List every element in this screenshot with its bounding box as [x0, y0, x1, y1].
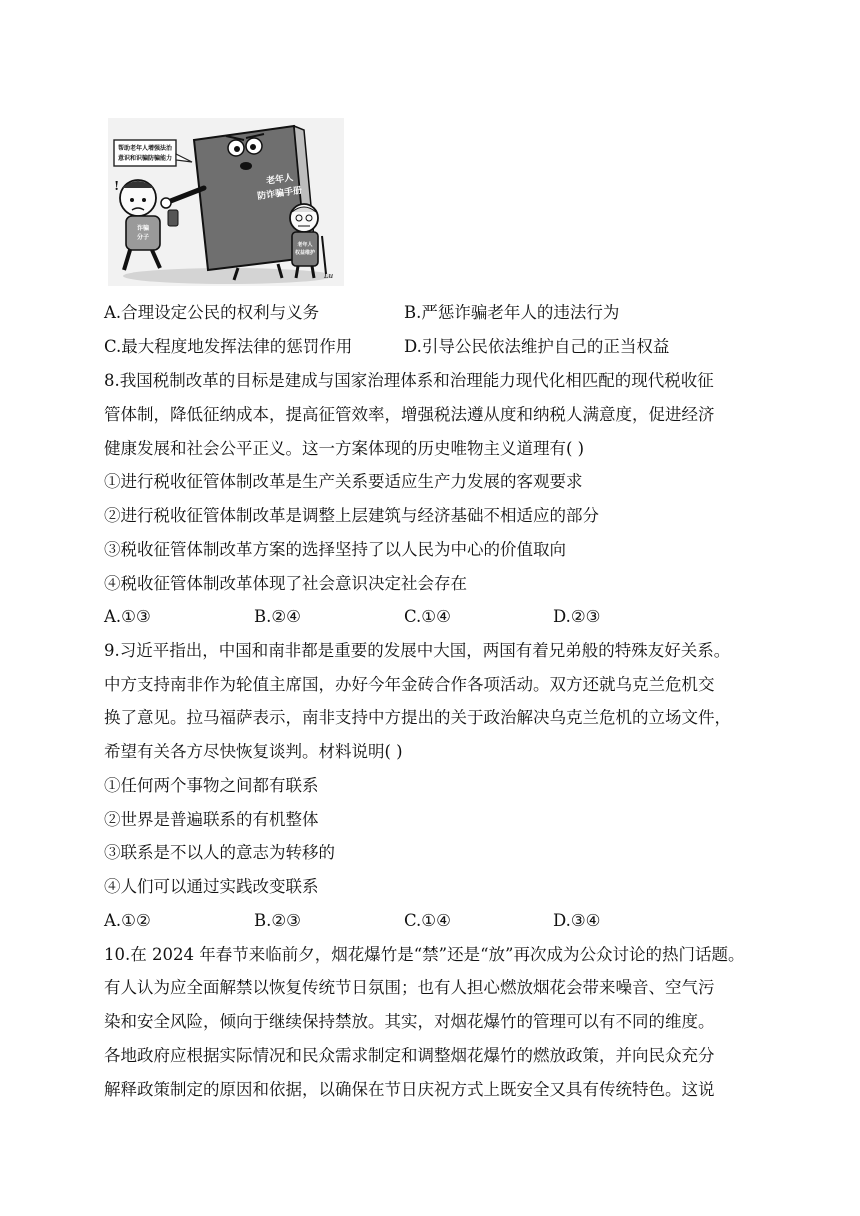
q10-stem-line-3: 染和安全风险，倾向于继续保持禁放。其实，对烟花爆竹的管理可以有不同的维度。: [104, 1012, 715, 1031]
q10-stem-line-1: 10.在 2024 年春节来临前夕，烟花爆竹是“禁”还是“放”再次成为公众讨论的热门话题。: [104, 945, 745, 964]
q8-stem-line-3: 健康发展和社会公平正义。这一方案体现的历史唯物主义道理有( ): [104, 439, 585, 458]
q9-option-a: A.①②: [104, 911, 151, 930]
q9-item-1: ①任何两个事物之间都有联系: [104, 776, 319, 795]
book-title-line-1: 老年人: [265, 173, 294, 187]
q9-stem-line-4: 希望有关各方尽快恢复谈判。材料说明( ): [104, 742, 403, 761]
q8-option-a: A.①③: [104, 607, 151, 626]
anti-fraud-cartoon: [108, 118, 344, 286]
q8-option-b: B.②④: [254, 607, 301, 626]
q7-option-a: A.合理设定公民的权利与义务: [104, 303, 320, 322]
book-title-line-2: 防诈骗手册: [256, 185, 303, 203]
scammer-badge-1: 诈骗: [136, 225, 150, 232]
q8-item-2: ②进行税收征管体制改革是调整上层建筑与经济基础不相适应的部分: [104, 506, 599, 525]
q7-option-c: C.最大程度地发挥法律的惩罚作用: [104, 337, 353, 356]
q9-stem-line-3: 换了意见。拉马福萨表示，南非支持中方提出的关于政治解决乌克兰危机的立场文件，: [104, 708, 731, 727]
q9-stem-line-1: 9.习近平指出，中国和南非都是重要的发展中大国，两国有着兄弟般的特殊友好关系。: [104, 641, 731, 660]
elder-badge-1: 老年人: [297, 242, 313, 248]
q8-item-4: ④税收征管体制改革体现了社会意识决定社会存在: [104, 574, 467, 593]
q9-item-4: ④人们可以通过实践改变联系: [104, 877, 319, 896]
elder-badge-2: 权益维护: [294, 250, 316, 256]
q10-stem-line-2: 有人认为应全面解禁以恢复传统节日氛围；也有人担心燃放烟花会带来噪音、空气污: [104, 978, 715, 997]
speech-line-1: 帮助老年人增强法治: [117, 145, 173, 152]
q10-stem-line-4: 各地政府应根据实际情况和民众需求制定和调整烟花爆竹的燃放政策，并向民众充分: [104, 1046, 715, 1065]
svg-text:Lu: Lu: [324, 272, 334, 280]
q8-item-1: ①进行税收征管体制改革是生产关系要适应生产力发展的客观要求: [104, 472, 583, 491]
q9-item-2: ②世界是普遍联系的有机整体: [104, 810, 319, 829]
speech-line-2: 意识和识骗防骗能力: [117, 155, 173, 162]
q9-stem-line-2: 中方支持南非作为轮值主席国，办好今年金砖合作各项活动。双方还就乌克兰危机交: [104, 675, 715, 694]
q9-option-d: D.③④: [553, 911, 601, 930]
q9-option-c: C.①④: [404, 911, 451, 930]
q8-option-d: D.②③: [553, 607, 601, 626]
scammer-badge-2: 分子: [136, 234, 150, 241]
q8-stem-line-1: 8.我国税制改革的目标是建成与国家治理体系和治理能力现代化相匹配的现代税收征: [104, 371, 714, 390]
q9-option-b: B.②③: [254, 911, 301, 930]
q8-item-3: ③税收征管体制改革方案的选择坚持了以人民为中心的价值取向: [104, 540, 566, 559]
q8-stem-line-2: 管体制，降低征纳成本，提高征管效率，增强税法遵从度和纳税人满意度，促进经济: [104, 405, 715, 424]
q7-option-d: D.引导公民依法维护自己的正当权益: [404, 337, 670, 356]
q9-item-3: ③联系是不以人的意志为转移的: [104, 843, 335, 862]
q8-option-c: C.①④: [404, 607, 451, 626]
svg-text:!: !: [114, 179, 120, 193]
q7-option-b: B.严惩诈骗老年人的违法行为: [404, 303, 620, 322]
q10-stem-line-5: 解释政策制定的原因和依据，以确保在节日庆祝方式上既安全又具有传统特色。这说: [104, 1080, 715, 1099]
